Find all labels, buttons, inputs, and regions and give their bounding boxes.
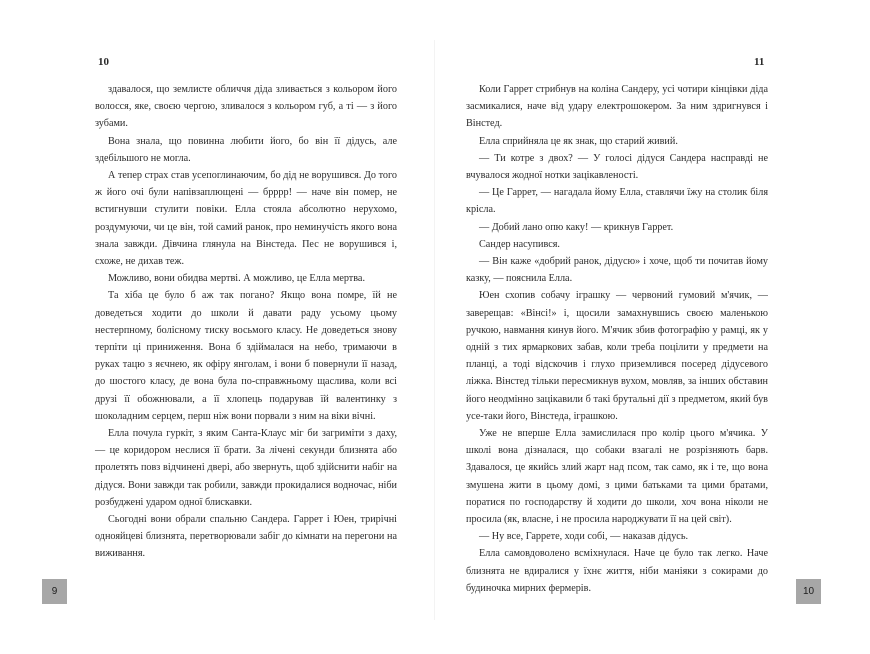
footer-page-number-badge: 10 [796, 579, 821, 604]
page-body-text [466, 81, 768, 597]
paragraph: Елла сприйняла це як знак, що старий живий. [479, 135, 678, 147]
paragraph: Можливо, вони обидва мертві. А можливо, це Елла мертва. [108, 273, 365, 285]
paragraph: здавалося, що землисте обличчя діда зливається з кольором його волосся, яке, своєю чергою, зливалося з кольором губ, а ті — з його зубами. [95, 84, 397, 130]
footer-page-number-badge: 9 [42, 579, 67, 604]
running-page-number: 10 [98, 56, 109, 68]
paragraph: — Це Гаррет, — нагадала йому Елла, ставлячи їжу на столик біля крісла. [466, 187, 768, 216]
paragraph: Та хіба це було б аж так погано? Якщо вона помре, їй не доведеться ходити до школи й давати раду усьому цьому нестерпному, болісному тиску восьмого класу. Не доведеться знову терпіти ці приниження. Вона б здіймалася на небо, тримаючи в руках тацю з яєчнею, як офіру янголам, і вони б повернули її назад, до шостого класу, де вона була по-справжньому щаслива, коли всі друзі її обожнювали, а її хлопець подарував їй валентинку з шоколадним серцем, перш ніж вони порвали з ним на віки вічні. [95, 290, 397, 422]
paragraph: Сьогодні вони обрали спальню Сандера. Гаррет і Юен, трирічні однояйцеві близнята, перетворювали забіг до кімнати на перегони на виживання. [95, 514, 397, 560]
paragraph: — Ти котре з двох? — У голосі дідуся Сандера насправді не вчувалося жодної нотки зацікавленості. [466, 152, 768, 182]
right-page [435, 0, 870, 654]
paragraph: — Ну все, Гаррете, ходи собі, — наказав дідусь. [479, 531, 689, 543]
paragraph: Елла почула гуркіт, з яким Санта-Клаус міг би загриміти з даху, — це коридором неслися її брати. За лічені секунди близнята або пролетять повз відчинені двері, або звернуть, щоб здійснити набіг на дідуся. Вони завжди так робили, завжди прокидалися водночас, ніби розбуджені ударом одної блискавки. [95, 428, 397, 508]
page-body-text [95, 81, 397, 563]
running-page-number: 11 [754, 56, 765, 68]
paragraph: Коли Гаррет стрибнув на коліна Сандеру, усі чотири кінцівки діда засмикалися, наче від удару електрошокером. За ним здригнувся і Вінстед. [466, 84, 768, 130]
paragraph: А тепер страх став усепоглинаючим, бо дід не ворушився. До того ж його очі були напівзаплющені — брррр! — наче він помер, не встигнувши стулити повіки. Елла стояла абсолютно нерухомо, роздумуючи, чи це він, той самий ранок, про неминучість якого вона знала завжди. Дівчина глянула на Вінстеда. Пес не ворушився і, схоже, не дихав теж. [95, 170, 397, 268]
paragraph: Юен схопив собачу іграшку — червоний гумовий м'ячик, — заверещав: «Вінсі!» і, щосили замахнувшись своєю маленькою ручкою, навмання кинув його. М'ячик збив фотографію у рамці, як у одній з тих ярмаркових забав, коли треба поцілити у предмети на планці, а тоді відскочив і глухо приземлився посеред дідусевого ліжка. Вінстед тільки пересмикнув вухом, мовляв, за інших обставин його неодмінно зацікавили б такі брутальні дії з предметом, який був усе-таки його, Вінстеда, іграшкою. [466, 290, 768, 422]
paragraph: — Він каже «добрий ранок, дідусю» і хоче, щоб ти почитав йому казку, — пояснила Елла. [466, 256, 768, 285]
paragraph: Вона знала, що повинна любити його, бо він її дідусь, але здебільшого не могла. [95, 135, 397, 164]
paragraph: Сандер насупився. [479, 238, 560, 250]
paragraph: — Добий лано опю каку! — крикнув Гаррет. [479, 221, 674, 233]
paragraph: Уже не вперше Елла замислилася про колір цього м'ячика. У школі вона дізналася, що собаки взагалі не розрізняють барв. Здавалося, це якийсь злий жарт над псом, так само, як і те, що вона змушена жити в цьому домі, з цими батьками та цими братами, поратися по господарству й ходити до школи, хоч вона ніколи не просила (як, власне, і не просила народжувати її на цей світ). [466, 428, 768, 526]
paragraph: Елла самовдоволено всміхнулася. Наче це було так легко. Наче близнята не вдиралися у їхнє життя, ніби маніяки з сокирами до будиночка мирних фермерів. [466, 548, 768, 594]
